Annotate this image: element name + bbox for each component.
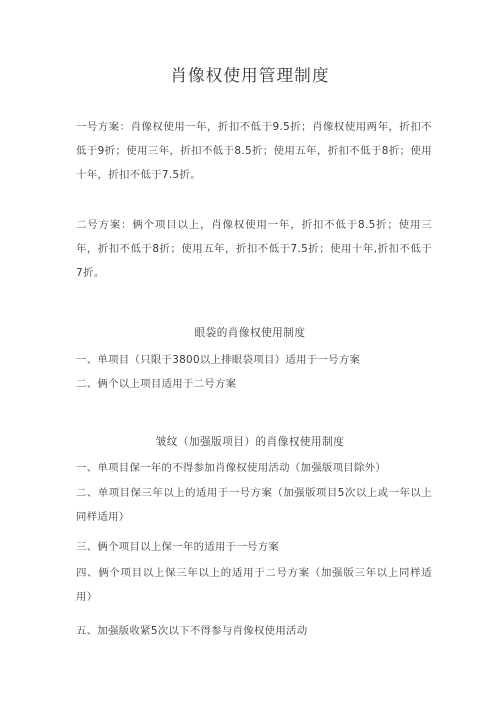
wrinkle-item-1: 一、单项目保一年的不得参加肖像权使用活动（加强版项目除外）	[76, 462, 387, 474]
wrinkle-item-2: 二、单项目保三年以上的适用于一号方案（加强版项目5次以上或一年以上同样适用）	[76, 487, 432, 523]
wrinkle-section-heading: 皱纹（加强版项目）的肖像权使用制度	[155, 436, 345, 448]
eye-bag-item-1: 一、单项目（只限于3800以上排眼袋项目）适用于一号方案	[76, 354, 361, 366]
wrinkle-item-4: 四、俩个项目以上保三年以上的适用于二号方案（加强版三年以上同样适用）	[76, 567, 432, 603]
plan-one-paragraph: 一号方案：肖像权使用一年，折扣不低于9.5折；肖像权使用两年，折扣不低于9折；使用三年，折扣不低于8.5折；使用五年，折扣不低于8折；使用十年，折扣不低于7.5折。	[76, 121, 432, 181]
eye-bag-item-2: 二、俩个以上项目适用于二号方案	[76, 378, 237, 390]
plan-two-paragraph: 二号方案：俩个项目以上，肖像权使用一年，折扣不低于8.5折；使用三年，折扣不低于8折；使用五年，折扣不低于7.5折；使用十年,折扣不低于7折。	[76, 219, 432, 279]
wrinkle-item-5: 五、加强版收紧5次以下不得参与肖像权使用活动	[76, 625, 308, 637]
wrinkle-item-3: 三、俩个项目以上保一年的适用于一号方案	[76, 541, 280, 553]
eye-bag-section-heading: 眼袋的肖像权使用制度	[194, 327, 306, 339]
document-title: 肖像权使用管理制度	[170, 66, 330, 85]
